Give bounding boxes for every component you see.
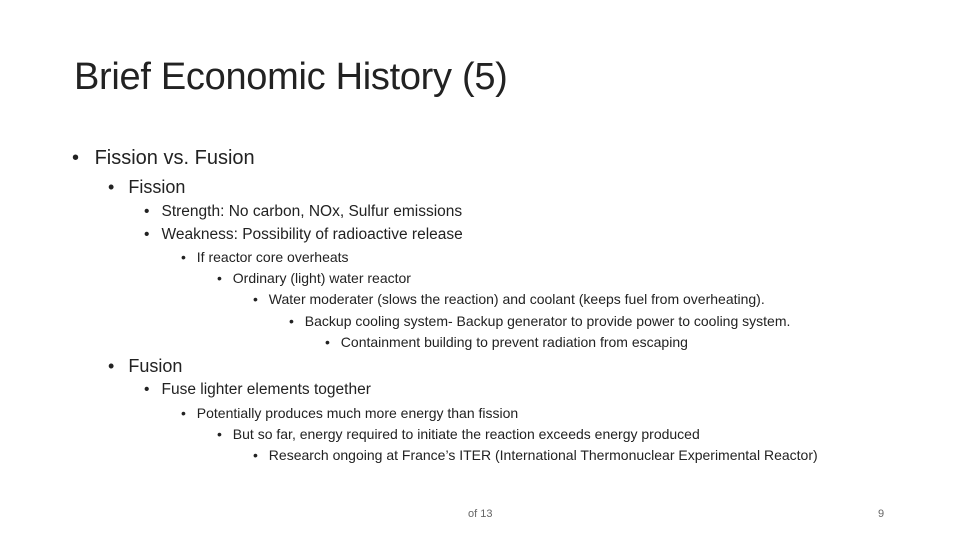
slide-count: of 13 <box>468 508 493 520</box>
bullet-text: Backup cooling system- Backup generator to provide power to cooling system. <box>304 313 791 329</box>
bullet-icon: • <box>253 291 258 307</box>
bullet-text: Potentially produces much more energy than fission <box>196 405 519 421</box>
bullet-text: But so far, energy required to initiate the reaction exceeds energy produced <box>232 426 700 442</box>
bullet-text: Ordinary (light) water reactor <box>232 270 411 286</box>
bullet-icon: • <box>289 313 294 329</box>
bullet-icon: • <box>108 356 115 376</box>
bullet-text: Research ongoing at France’s ITER (International Thermonuclear Experimental Reactor) <box>268 447 818 463</box>
bullet-fission-vs-fusion <box>72 147 255 170</box>
bullet-containment <box>325 334 688 350</box>
bullet-text: Weakness: Possibility of radioactive release <box>161 226 463 243</box>
bullet-water-reactor <box>217 270 411 286</box>
bullet-text: Fusion <box>128 356 183 376</box>
bullet-icon: • <box>181 249 186 265</box>
bullet-text: Containment building to prevent radiation from escaping <box>340 334 688 350</box>
bullet-strength <box>144 203 462 221</box>
bullet-icon: • <box>144 381 150 398</box>
bullet-fuse-elements <box>144 381 371 399</box>
bullet-iter-research <box>253 447 818 463</box>
bullet-text: Fuse lighter elements together <box>161 381 371 398</box>
bullet-icon: • <box>144 203 150 220</box>
bullet-reactor-overheats <box>181 249 349 265</box>
bullet-icon: • <box>72 147 80 169</box>
bullet-text: Fission vs. Fusion <box>94 147 255 169</box>
bullet-backup-cooling <box>289 313 790 329</box>
bullet-icon: • <box>144 226 150 243</box>
bullet-icon: • <box>181 405 186 421</box>
bullet-weakness <box>144 226 463 244</box>
bullet-icon: • <box>217 426 222 442</box>
bullet-icon: • <box>253 447 258 463</box>
bullet-moderater <box>253 291 765 307</box>
bullet-icon: • <box>217 270 222 286</box>
slide-title: Brief Economic History (5) <box>74 56 508 98</box>
bullet-more-energy <box>181 405 518 421</box>
page-number: 9 <box>878 508 885 520</box>
bullet-fusion <box>108 356 182 377</box>
bullet-energy-required <box>217 426 700 442</box>
bullet-fission <box>108 177 185 198</box>
bullet-text: Water moderater (slows the reaction) and coolant (keeps fuel from overheating). <box>268 291 765 307</box>
bullet-icon: • <box>325 334 330 350</box>
bullet-icon: • <box>108 177 115 197</box>
bullet-text: If reactor core overheats <box>196 249 349 265</box>
bullet-text: Strength: No carbon, NOx, Sulfur emissions <box>161 203 463 220</box>
bullet-text: Fission <box>128 177 186 197</box>
